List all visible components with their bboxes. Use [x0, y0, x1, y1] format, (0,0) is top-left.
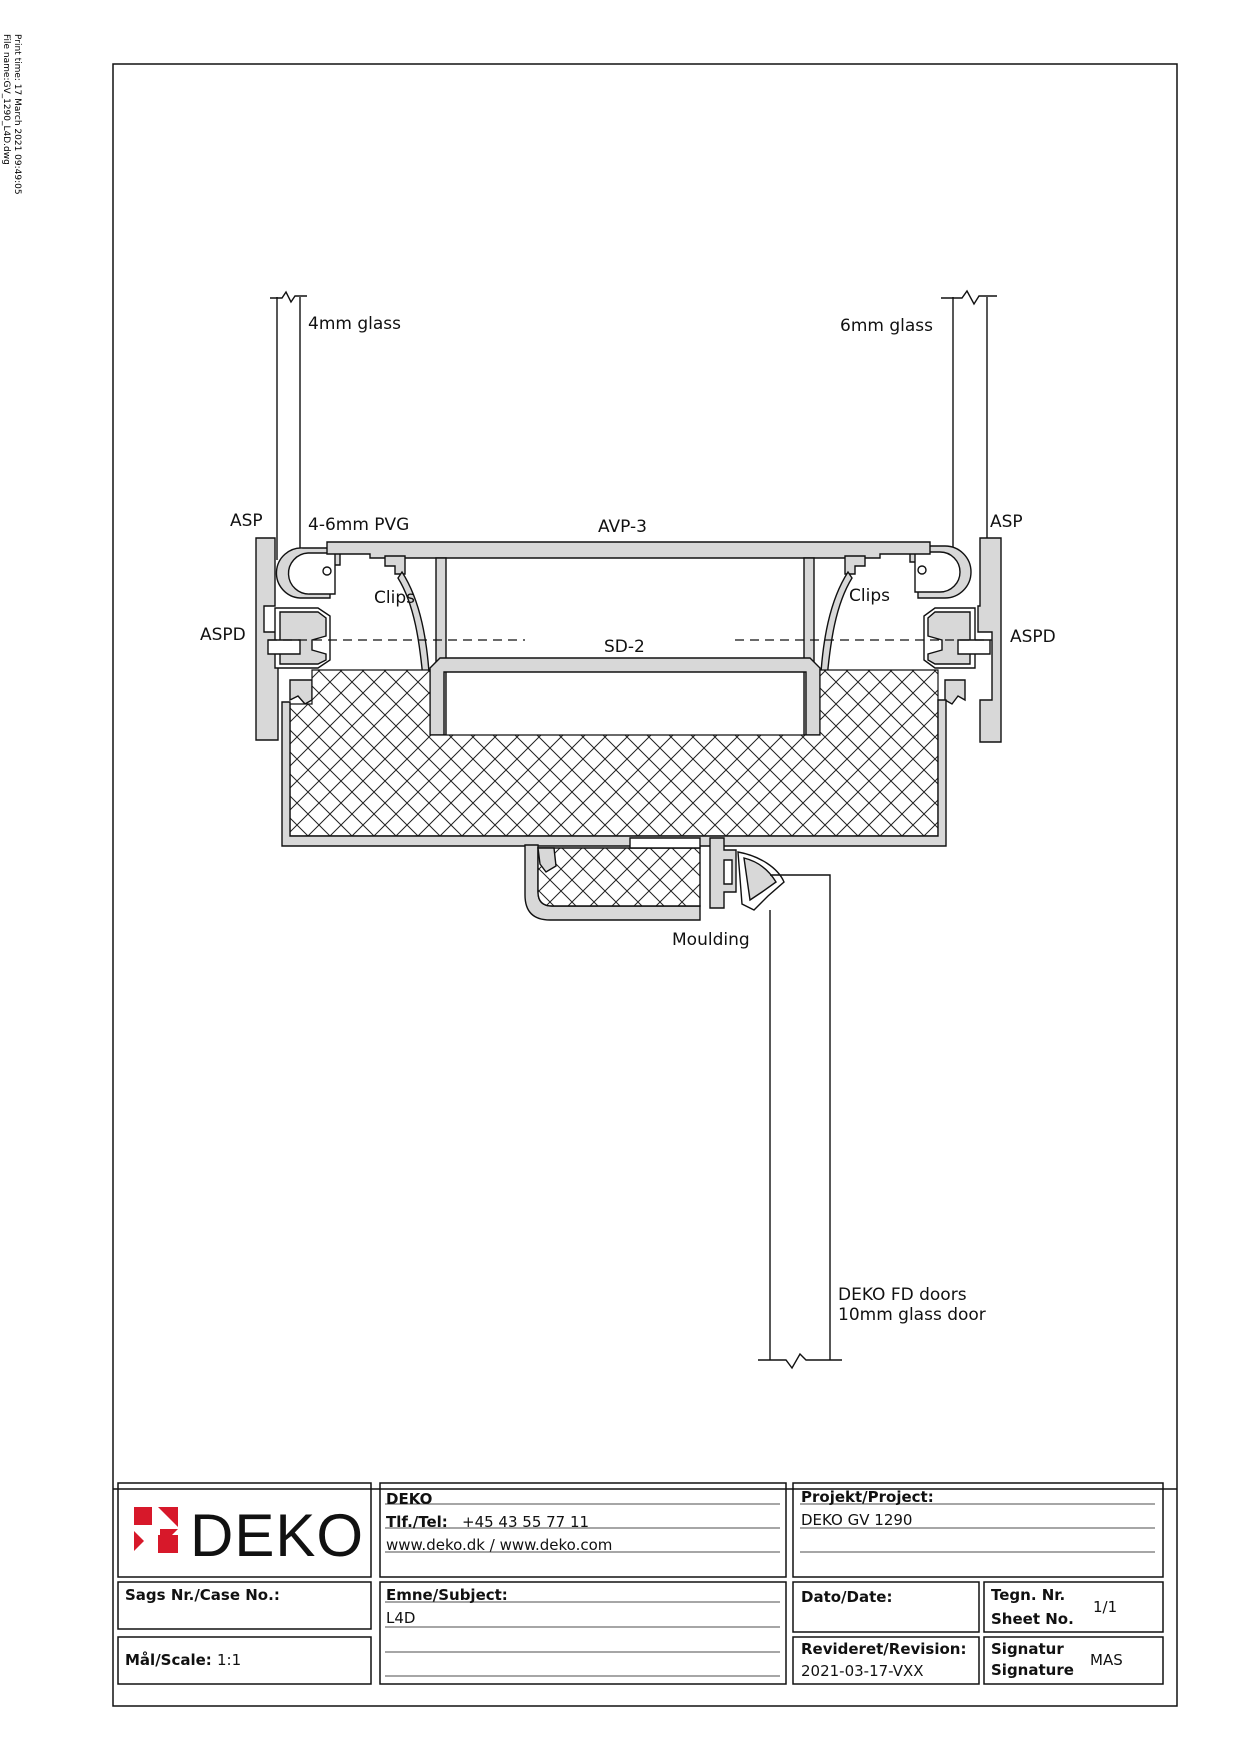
website: www.deko.dk / www.deko.com	[386, 1536, 613, 1554]
case-label: Sags Nr./Case No.:	[125, 1586, 280, 1604]
signature-label-2: Signature	[991, 1661, 1074, 1679]
file-name: File name:GV_1290_L4D.dwg	[1, 34, 11, 165]
tel-label: Tlf./Tel:	[386, 1513, 448, 1531]
project-label: Projekt/Project:	[801, 1488, 934, 1506]
signature-value: MAS	[1090, 1651, 1123, 1669]
label-door-line-1: DEKO FD doors	[838, 1285, 967, 1305]
project-value: DEKO GV 1290	[801, 1511, 913, 1529]
label-glass-left: 4mm glass	[308, 314, 401, 334]
avp-3-profile	[327, 542, 930, 558]
door-glass	[758, 875, 842, 1368]
sheet-value: 1/1	[1093, 1598, 1118, 1616]
sheet-label-1: Tegn. Nr.	[991, 1586, 1066, 1604]
label-sd: SD-2	[604, 637, 645, 657]
glass-left	[270, 292, 307, 560]
subject-value: L4D	[386, 1609, 416, 1627]
label-aspd-right: ASPD	[1010, 627, 1056, 647]
label-aspd-left: ASPD	[200, 625, 246, 645]
date-label: Dato/Date:	[801, 1588, 893, 1606]
moulding-profile	[710, 838, 784, 910]
label-glass-right: 6mm glass	[840, 316, 933, 336]
scale-label: Mål/Scale:	[125, 1651, 212, 1669]
tel-value: +45 43 55 77 11	[462, 1513, 590, 1531]
label-asp-right: ASP	[990, 512, 1023, 532]
print-time: Print time: 17 March 2021 09:49:05	[12, 34, 22, 195]
deko-logo-mark	[134, 1507, 178, 1553]
insulation-hatch	[290, 670, 938, 836]
pvg-gasket-left	[276, 548, 340, 598]
label-door-line-2: 10mm glass door	[838, 1305, 986, 1325]
sheet-label-2: Sheet No.	[991, 1610, 1074, 1628]
glass-right	[941, 291, 997, 560]
subject-label: Emne/Subject:	[386, 1586, 508, 1604]
moulding-base	[525, 838, 700, 920]
label-pvg: 4-6mm PVG	[308, 515, 410, 535]
label-asp-left: ASP	[230, 511, 263, 531]
company-name: DEKO	[386, 1490, 433, 1508]
sd-2-channel	[430, 658, 820, 735]
label-clips-left: Clips	[374, 588, 415, 608]
signature-label-1: Signatur	[991, 1640, 1064, 1658]
revision-value: 2021-03-17-VXX	[801, 1662, 924, 1680]
label-clips-right: Clips	[849, 586, 890, 606]
label-avp: AVP-3	[598, 517, 647, 537]
revision-label: Revideret/Revision:	[801, 1640, 967, 1658]
label-moulding: Moulding	[672, 930, 750, 950]
scale-value: 1:1	[217, 1651, 242, 1669]
deko-logo-text: DEKO	[190, 1502, 365, 1569]
